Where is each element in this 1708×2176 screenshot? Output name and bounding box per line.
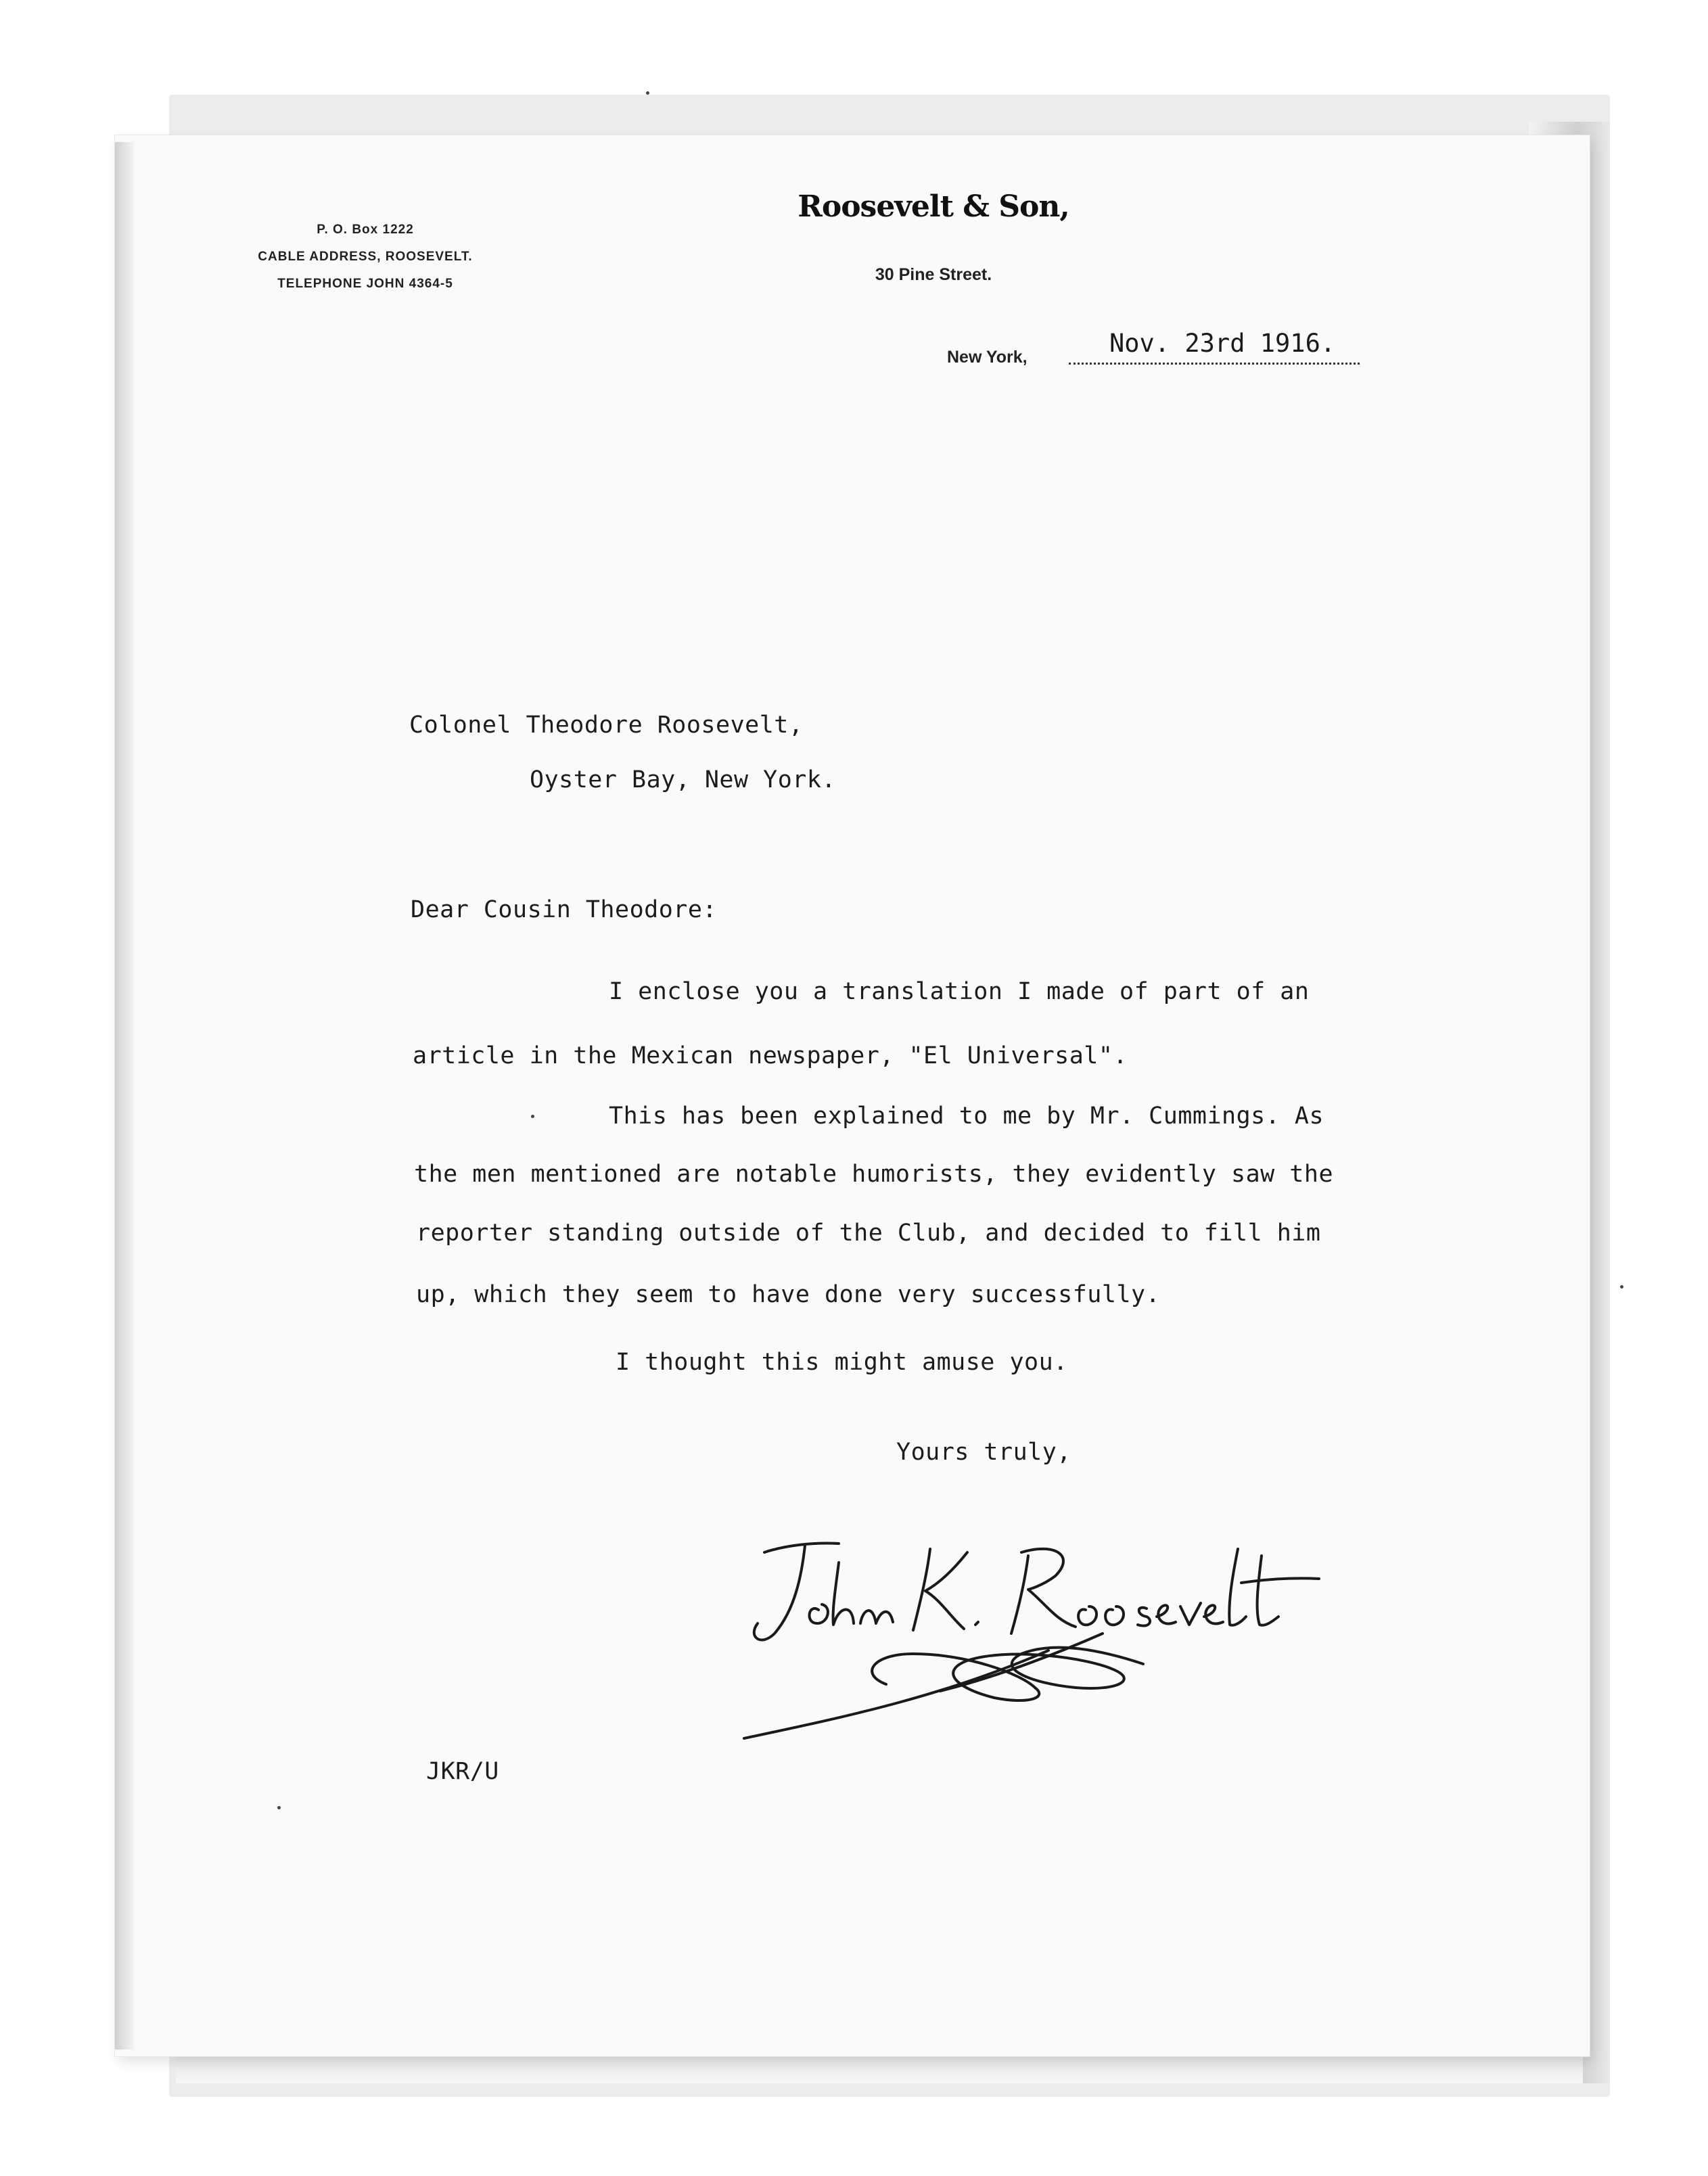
recipient-name: Colonel Theodore Roosevelt, <box>409 712 804 739</box>
recipient-address: Oyster Bay, New York. <box>530 766 837 793</box>
body-line: up, which they seem to have done very successfully. <box>416 1281 1161 1308</box>
cable-address-line: CABLE ADDRESS, ROOSEVELT. <box>258 250 473 264</box>
telephone-line: TELEPHONE JOHN 4364-5 <box>277 277 453 291</box>
speck <box>531 1115 534 1118</box>
street-address: 30 Pine Street. <box>875 265 992 284</box>
body-line: This has been explained to me by Mr. Cummings. As <box>609 1103 1324 1130</box>
speck <box>277 1806 281 1809</box>
body-line: article in the Mexican newspaper, "El Universal". <box>413 1042 1128 1069</box>
po-box-line: P. O. Box 1222 <box>317 223 414 237</box>
letterhead-contact-block <box>203 216 528 298</box>
speck <box>646 91 649 95</box>
speck <box>1620 1285 1623 1289</box>
page-left-edge <box>115 142 134 2050</box>
city-label: New York, <box>947 348 1028 367</box>
closing: Yours truly, <box>896 1439 1071 1466</box>
handwritten-signature <box>737 1515 1346 1745</box>
salutation: Dear Cousin Theodore: <box>411 896 718 923</box>
firm-name: Roosevelt & Son, <box>798 189 1069 224</box>
reference-initials: JKR/U <box>426 1758 499 1785</box>
body-line: I enclose you a translation I made of part of an <box>609 978 1310 1005</box>
body-line: the men mentioned are notable humorists, they evidently saw the <box>414 1161 1334 1188</box>
body-line: reporter standing outside of the Club, and decided to fill him <box>416 1220 1321 1247</box>
letter-date: Nov. 23rd 1916. <box>1109 329 1336 358</box>
letter-page <box>115 135 1590 2056</box>
body-line: I thought this might amuse you. <box>616 1349 1068 1376</box>
